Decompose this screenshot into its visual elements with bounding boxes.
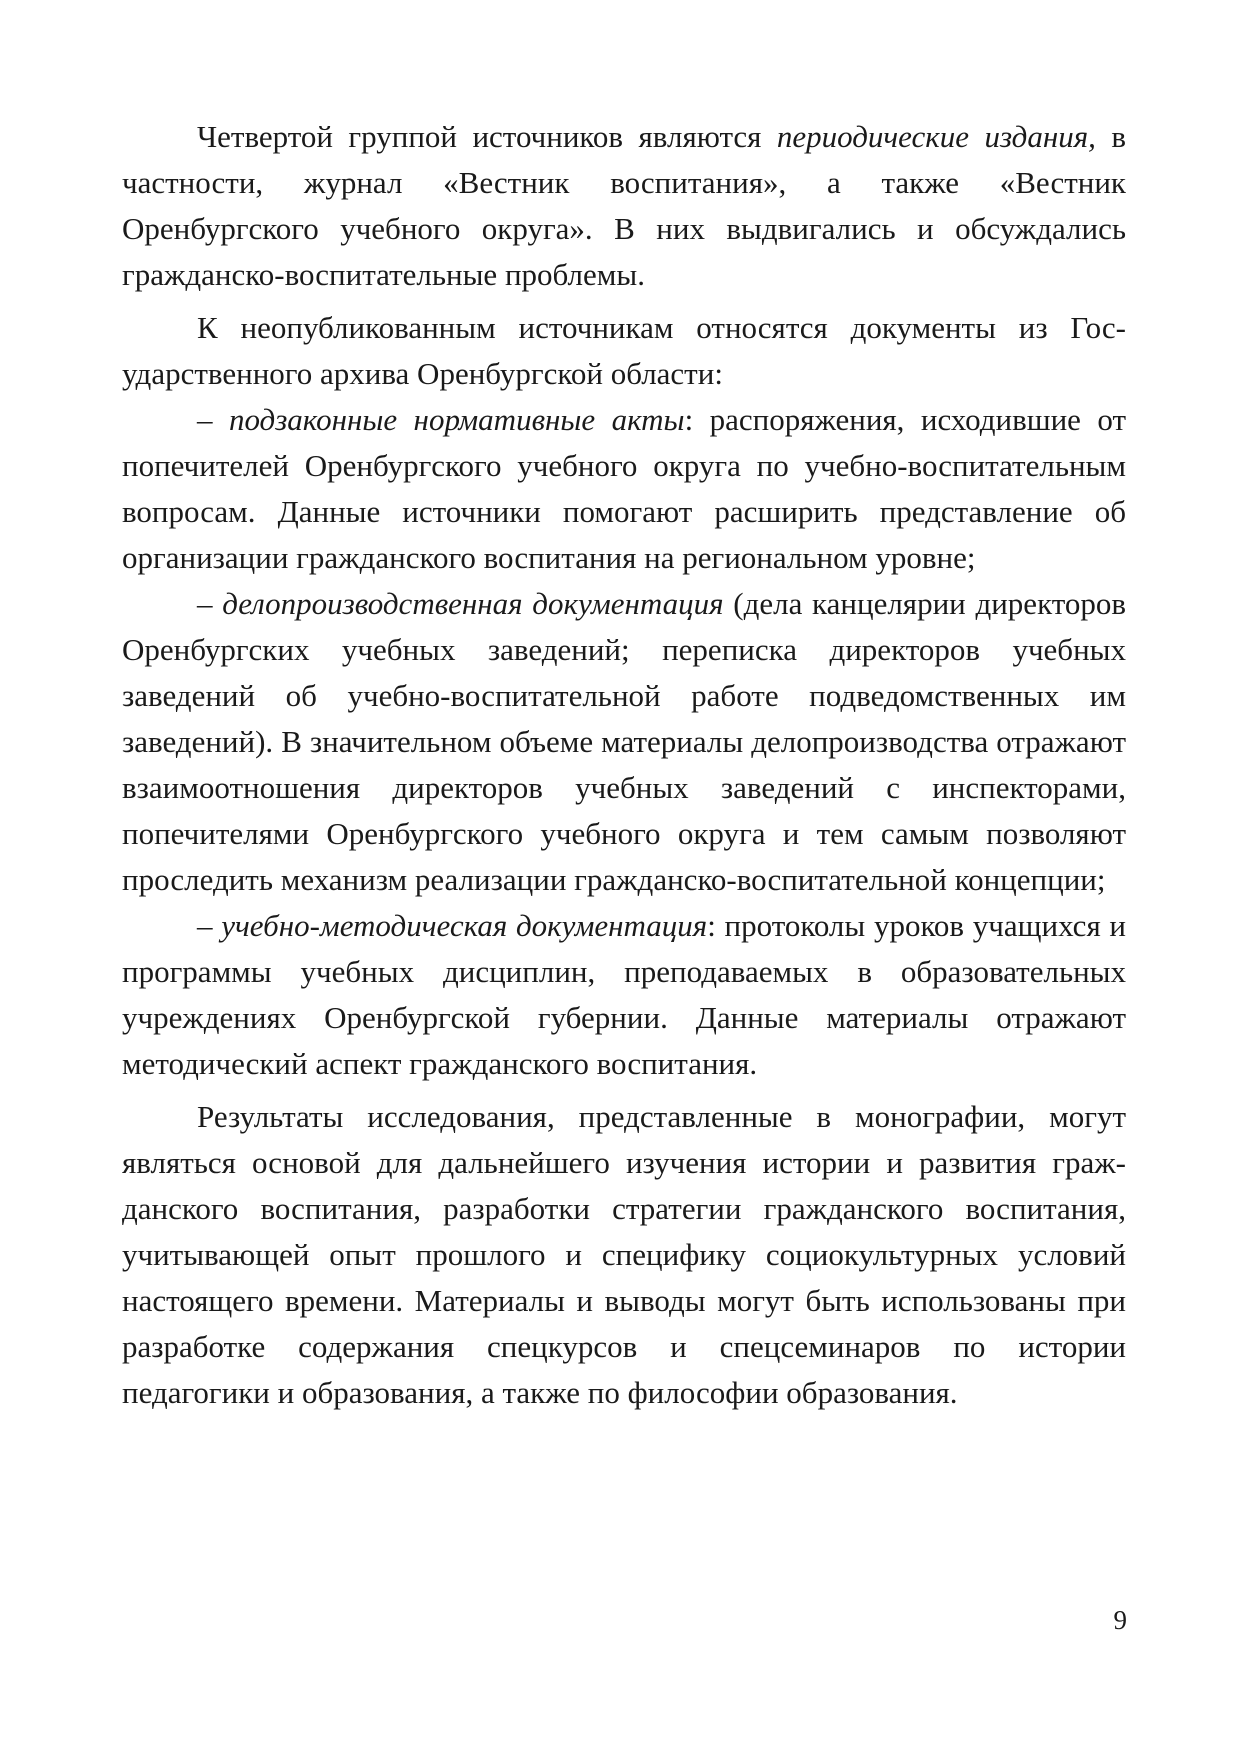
list-item-regulatory-acts-rest: : распоряжения, исходившие от попечителей Оренбургского учебного округа по учебно-воспитательным вопросам. Данные источники помогают расширить представление об организации гражданского воспитания на региональном уровне; [122, 402, 1126, 575]
list-item-office-records-rest: (дела канцелярии директоров Оренбургских учебных заведений; переписка директоров учебных заведений об учебно-воспитательной работе подведомственных им заведений). В значительном объеме материалы делопроизводства отражают взаимоотношения директоров учебных заведений с инспекторами, попечителями Оренбургского учебного округа и тем самым позволяют проследить механизм реализации гражданско-воспитательной концепции; [122, 586, 1126, 897]
list-item-teaching-methods-rest: : протоколы уроков учащихся и программы учебных дисциплин, преподаваемых в образовательных учреждениях Оренбургской губернии. Данные материалы отражают методический аспект гражданского воспитания. [122, 908, 1126, 1081]
list-item-teaching-methods-term: учебно-методическая документация [221, 908, 708, 943]
list-item-regulatory-acts [122, 397, 1126, 581]
paragraph-periodicals-intro: Четвертой группой источников являются [197, 119, 777, 154]
paragraph-periodicals-rest: в частности, журнал «Вестник воспитания», а также «Вестник Оренбургского учебного округа». В них выдвигались и обсуждались гражданско-воспитательные проблемы. [122, 119, 1126, 292]
paragraph-unpublished-sources: К неопубликованным источникам относятся документы из Государственного архива Оренбургской области: [122, 310, 1126, 391]
list-item-dash: – [197, 402, 229, 437]
paragraph-research-results: Результаты исследования, представленные в монографии, могут являться основой для дальнейшего изучения истории и развития гражданского воспитания, разработки стратегии гражданского воспитания, учитывающей опыт прошлого и специфику социокультурных условий настоящего времени. Материалы и выводы могут быть использованы при разработке содержания спецкурсов и спецсеминаров по истории педагогики и образования, а также по философии образования. [122, 1099, 1126, 1410]
list-item-dash: – [197, 586, 223, 621]
page-number: 9 [1113, 1605, 1127, 1635]
list-item-dash: – [197, 908, 222, 943]
page-body-text [122, 114, 1126, 1416]
paragraph-periodicals-italic-term: периодические издания, [776, 119, 1096, 154]
list-item-regulatory-acts-term: подзаконные нормативные акты [228, 402, 685, 437]
list-item-office-records-term: делопроизводственная документация [222, 586, 724, 621]
list-item-teaching-methods [122, 903, 1126, 1087]
list-item-office-records [122, 581, 1126, 903]
paragraph-periodicals [122, 114, 1126, 298]
